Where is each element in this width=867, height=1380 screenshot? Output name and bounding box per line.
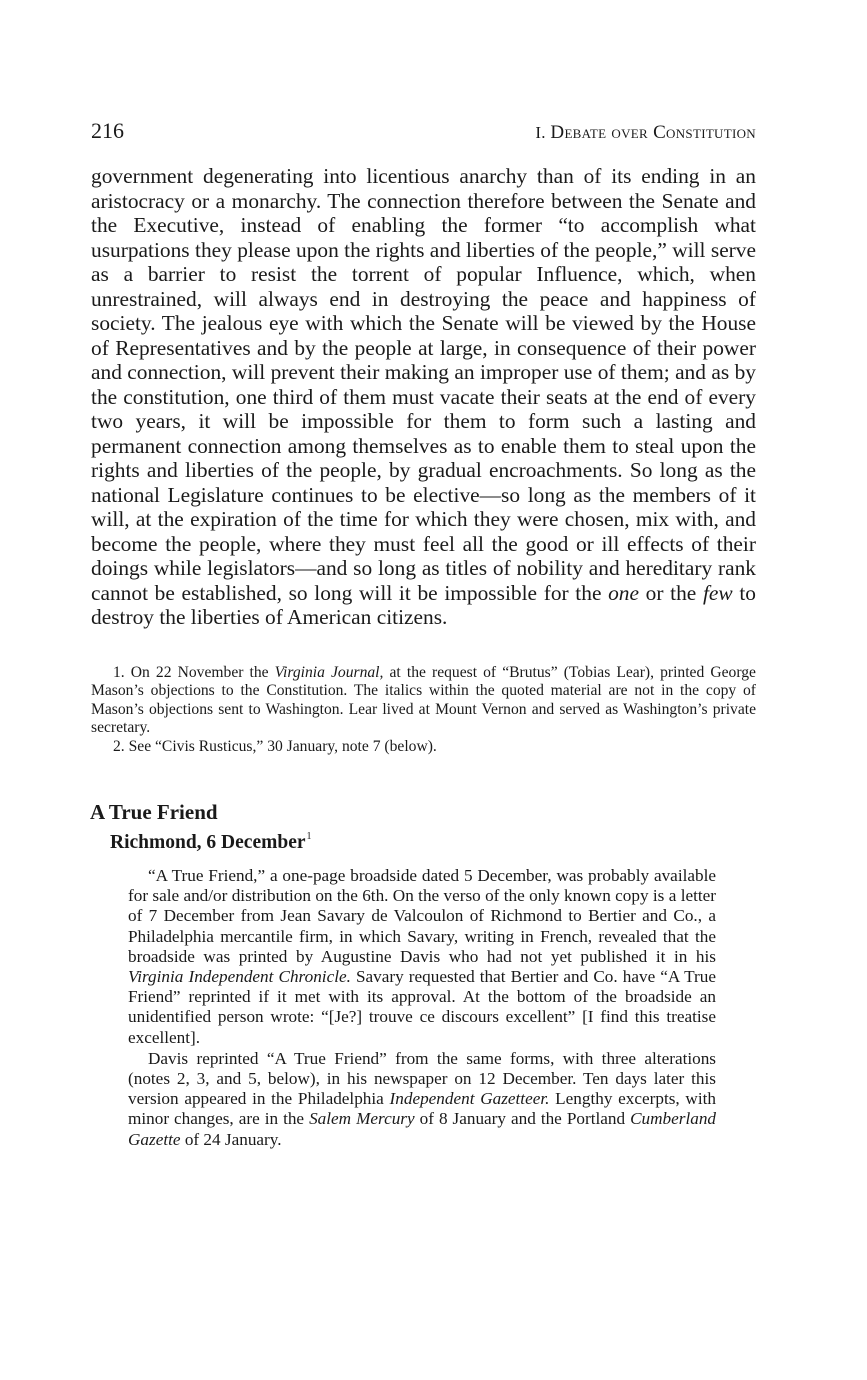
main-text-run: or the [639,580,703,605]
running-head [91,118,756,144]
section-title: Debate over Constitution [550,122,756,143]
main-paragraph [91,164,756,630]
headnote-italic: Salem Mercury [309,1109,415,1129]
section-numeral: I. [535,123,546,142]
running-title [535,122,756,144]
footnote-1 [91,664,756,738]
headnote-italic: Virginia Independent Chronicle. [128,967,351,987]
headnote-text: Davis reprinted “A True Friend” from the same forms, with three alterations (notes 2, 3, and 5, below), in his newspaper on 12 December. Ten days later this version appeared in the Philadelphia [128,1048,716,1109]
footnote-text: at the request of “Brutus” (Tobias Lear), printed George Mason’s objections to the Constitution. The italics within the quoted material are not in the copy of Mason’s objections sent to Washington. Lear lived at Mount Vernon and served as Washington’s private secretary. [91,664,756,737]
headnote-italic: Independent Gazetteer. [389,1089,550,1109]
footnote-italic: Virginia Journal, [274,664,384,681]
page-number: 216 [91,118,124,143]
editorial-headnote [128,866,716,1150]
main-text-italic: one [608,580,639,605]
headnote-text: “A True Friend,” a one-page broadside dated 5 December, was probably available for sale and/or distribution on the 6th. On the verso of the only known copy is a letter of 7 December from Jean Savary de Valcoulon of Richmond to Bertier and Co., a Philadelphia mercantile firm, in which Savary, writing in French, revealed that the broadside was printed by Augustine Davis who had not yet published it in his [128,866,716,966]
footnote-text: 1. On 22 November the [113,664,275,681]
headnote-text: Lengthy excerpts, with minor changes, are in the [128,1089,716,1129]
headnote-paragraph-2 [128,1049,716,1150]
document-dateline [110,831,312,854]
dateline-note-marker: 1 [306,831,312,842]
headnote-text: of 8 January and the Portland [414,1109,631,1129]
main-text-italic: few [702,580,733,605]
footnote-2: 2. See “Civis Rusticus,” 30 January, note 7 (below). [113,737,437,755]
document-title: A True Friend [90,800,218,824]
main-text [91,164,756,630]
headnote-italic: Cumberland Gazette [128,1109,716,1149]
dateline-text: Richmond, 6 December [110,832,306,853]
footnotes [91,664,756,756]
headnote-text: of 24 January. [180,1129,282,1149]
main-text-run: government degenerating into licentious anarchy than of its ending in an aristocracy or a monarchy. The connection therefore between the Senate and the Executive, instead of enabling the former “to accomplish what usurpations they please upon the rights and liberties of the people,” will serve as a barrier to resist the torrent of popular Influence, which, when unrestrained, will always end in destroying the peace and happiness of society. The jealous eye with which the Senate will be viewed by the House of Representatives and by the people at large, in consequence of their power and connection, will prevent their making an improper use of them; and as by the constitution, one third of them must vacate their seats at the end of every two years, it will be impossible for them to form such a lasting and permanent connection among themselves as to enable them to steal upon the rights and liberties of the people, by gradual encroachments. So long as the national Legislature continues to be elective—so long as the members of it will, at the expiration of the time for which they were chosen, mix with, and become the people, where they must feel all the good or ill effects of their doings while legislators—and so long as titles of nobility and hereditary rank cannot be established, so long will it be impossible for the [91,164,756,605]
headnote-paragraph-1 [128,866,716,1048]
main-text-run: to destroy the liberties of American citizens. [91,580,756,629]
headnote-text: Savary requested that Bertier and Co. have “A True Friend” reprinted if it met with its approval. At the bottom of the broadside an unidentified person wrote: “[Je?] trouve ce discours excellent” [I find this treatise excellent]. [128,967,716,1047]
